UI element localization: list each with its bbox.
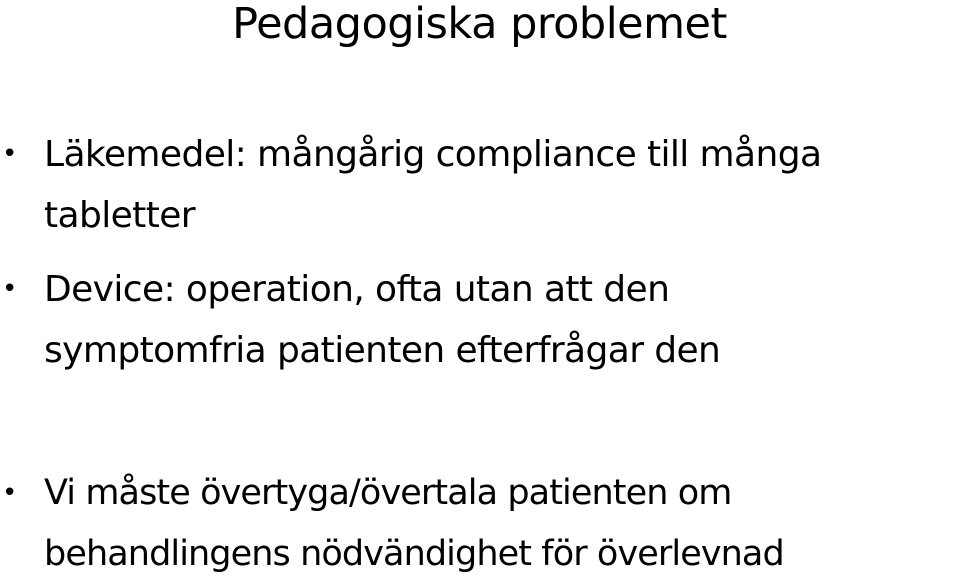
bullet-marker: •: [2, 478, 18, 508]
slide-title: Pedagogiska problemet: [232, 0, 727, 49]
bullet-line: behandlingens nödvändighet för överlevnad: [44, 534, 784, 574]
bullet-line: Läkemedel: mångårig compliance till många: [44, 134, 822, 175]
bullet-marker: •: [2, 139, 18, 169]
bullet-text: [44, 124, 959, 246]
bullet-marker: •: [2, 274, 18, 304]
bullet-line: Vi måste övertyga/övertala patienten om: [44, 473, 732, 513]
bullet-line: Device: operation, ofta utan att den: [44, 269, 670, 310]
bullet-line: tabletter: [44, 195, 195, 236]
bullet-text: [44, 463, 959, 585]
bullet-line: symptomfria patienten efterfrågar den: [44, 330, 721, 371]
bullet-text: [44, 259, 959, 381]
